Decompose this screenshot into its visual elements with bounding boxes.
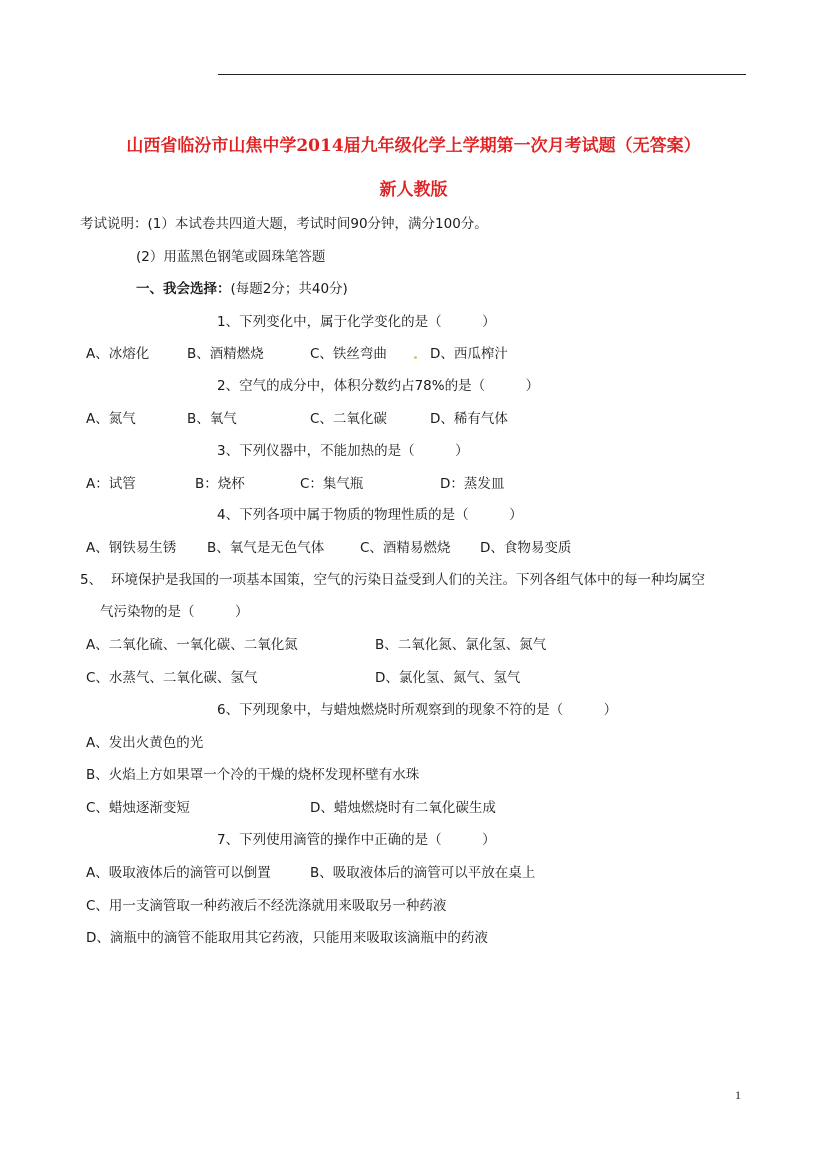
q4-option-b: B、氧气是无色气体 xyxy=(207,540,325,556)
question-2-stem: 2、空气的成分中，体积分数约占78%的是（ ） xyxy=(217,378,540,394)
q4-option-a: A、钢铁易生锈 xyxy=(86,540,177,556)
document-title: 山西省临汾市山焦中学2014届九年级化学上学期第一次月考试题（无答案） xyxy=(126,136,701,156)
question-3-stem: 3、下列仪器中，不能加热的是（ ） xyxy=(217,443,469,459)
stray-mark xyxy=(414,356,417,359)
q5-option-a: A、二氧化硫、一氧化碳、二氧化氮 xyxy=(86,637,298,653)
q6-option-d: D、蜡烛燃烧时有二氧化碳生成 xyxy=(310,800,496,816)
q3-option-a: A：试管 xyxy=(86,476,136,492)
q1-option-c: C、铁丝弯曲 xyxy=(310,346,387,362)
q2-option-c: C、二氧化碳 xyxy=(310,411,387,427)
document-subtitle: 新人教版 xyxy=(379,180,448,200)
q1-option-a: A、冰熔化 xyxy=(86,346,150,362)
section-heading xyxy=(136,280,348,298)
q4-option-d: D、食物易变质 xyxy=(480,540,572,556)
q6-option-c: C、蜡烛逐渐变短 xyxy=(86,800,190,816)
question-5-stem-line-2: 气污染物的是（ ） xyxy=(100,604,249,620)
q3-option-b: B：烧杯 xyxy=(195,476,245,492)
question-5-number: 5、 xyxy=(80,572,103,588)
q7-option-c: C、用一支滴管取一种药液后不经洗涤就用来吸取另一种药液 xyxy=(86,898,447,914)
q1-option-b: B、酒精燃烧 xyxy=(187,346,264,362)
q5-option-c: C、水蒸气、二氧化碳、氢气 xyxy=(86,670,258,686)
q1-option-d: D、西瓜榨汁 xyxy=(430,346,508,362)
q6-option-a: A、发出火黄色的光 xyxy=(86,735,204,751)
q3-option-d: D：蒸发皿 xyxy=(440,476,505,492)
page-number: 1 xyxy=(735,1088,741,1102)
instructions-line-2: (2）用蓝黑色钢笔或圆珠笔答题 xyxy=(136,249,326,265)
question-4-stem: 4、下列各项中属于物质的物理性质的是（ ） xyxy=(217,507,523,523)
q5-option-b: B、二氧化氮、氯化氢、氮气 xyxy=(375,637,547,653)
q7-option-d: D、滴瓶中的滴管不能取用其它药液，只能用来吸取该滴瓶中的药液 xyxy=(86,930,488,946)
q7-option-a: A、吸取液体后的滴管可以倒置 xyxy=(86,865,271,881)
question-1-stem: 1、下列变化中，属于化学变化的是（ ） xyxy=(217,314,496,330)
question-7-stem: 7、下列使用滴管的操作中正确的是（ ） xyxy=(217,832,496,848)
q2-option-b: B、氧气 xyxy=(187,411,237,427)
q4-option-c: C、酒精易燃烧 xyxy=(360,540,451,556)
header-rule xyxy=(218,74,746,75)
section-title: 一、我会选择： xyxy=(136,281,231,297)
q6-option-b: B、火焰上方如果罩一个冷的干燥的烧杯发现杯壁有水珠 xyxy=(86,767,420,783)
question-5-stem-line-1: 环境保护是我国的一项基本国策，空气的污染日益受到人们的关注。下列各组气体中的每一种均属空 xyxy=(111,572,705,588)
q2-option-d: D、稀有气体 xyxy=(430,411,508,427)
section-note: (每题2分；共40分) xyxy=(230,281,348,297)
q3-option-c: C：集气瓶 xyxy=(300,476,364,492)
question-6-stem: 6、下列现象中，与蜡烛燃烧时所观察到的现象不符的是（ ） xyxy=(217,702,618,718)
q2-option-a: A、氮气 xyxy=(86,411,136,427)
q5-option-d: D、氯化氢、氮气、氢气 xyxy=(375,670,521,686)
instructions-line-1: 考试说明：(1）本试卷共四道大题，考试时间90分钟，满分100分。 xyxy=(80,216,488,232)
q7-option-b: B、吸取液体后的滴管可以平放在桌上 xyxy=(310,865,536,881)
